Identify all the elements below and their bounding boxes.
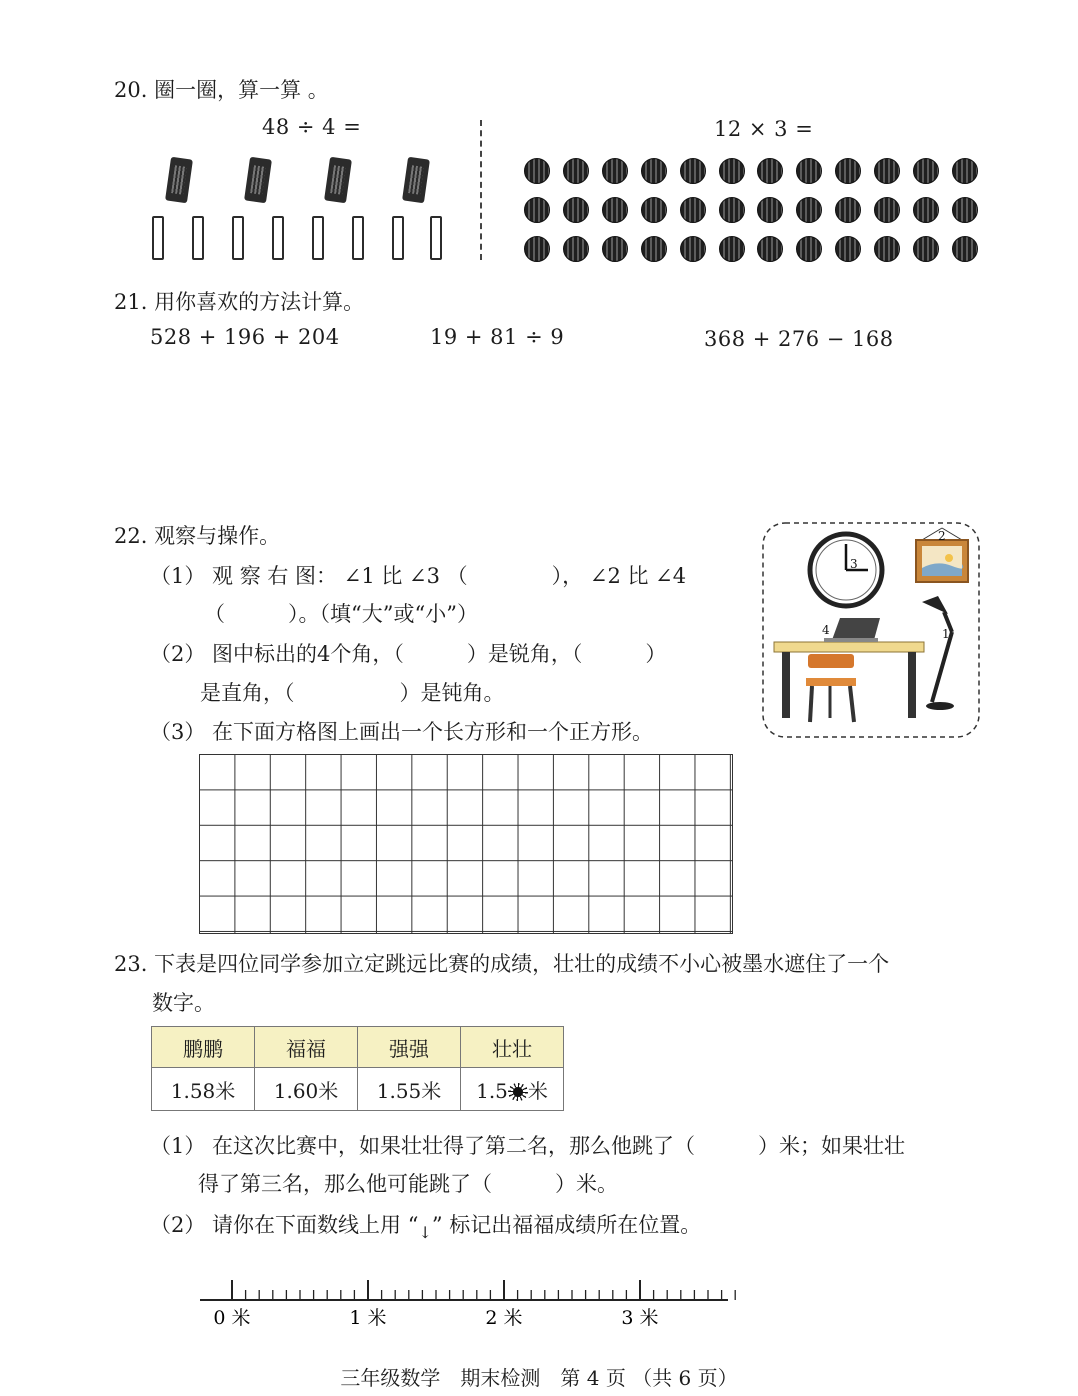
down-arrow-icon: ↓ (418, 1223, 432, 1242)
q21-expr-3: 368 + 276 − 168 (704, 327, 894, 351)
watermelon-icon (796, 158, 822, 184)
q22-part1-line2: （ ）。（填“大”或“小”） (204, 602, 478, 626)
table-header-cell: 福福 (255, 1027, 358, 1068)
number-line-label: 3 米 (621, 1307, 659, 1329)
watermelon-icon (913, 236, 939, 262)
q23-title-line2: 数字。 (152, 991, 215, 1015)
stick-bundle-icon (165, 157, 193, 204)
q23-part1-line2: 得了第三名，那么他可能跳了（ ）米。 (198, 1172, 618, 1196)
watermelon-icon (952, 158, 978, 184)
q20-division-expr: 48 ÷ 4 = (262, 115, 362, 139)
watermelon-icon (757, 158, 783, 184)
q22-part2-line1: （2） 图中标出的4个角，（ ）是锐角，（ ） (150, 642, 667, 666)
table-cell-hidden-score (461, 1068, 564, 1111)
watermelon-icon (835, 197, 861, 223)
table-header-cell: 强强 (358, 1027, 461, 1068)
table-cell: 1.60米 (255, 1068, 358, 1111)
watermelon-icon (952, 197, 978, 223)
watermelon-icon (757, 197, 783, 223)
q21-title: 21. 用你喜欢的方法计算。 (114, 290, 365, 314)
q23-part2-after: ” 标记出福福成绩所在位置。 (431, 1213, 702, 1237)
q22-part3: （3） 在下面方格图上画出一个长方形和一个正方形。 (150, 720, 654, 744)
watermelon-icon (719, 197, 745, 223)
stick-icon (192, 216, 204, 260)
angle-label-3: 3 (850, 557, 858, 571)
number-line-label: 0 米 (213, 1307, 251, 1329)
watermelon-icon (602, 197, 628, 223)
table-row (152, 1068, 564, 1111)
q20-title: 20. 圈一圈，算一算 。 (114, 78, 329, 102)
q22-title: 22. 观察与操作。 (114, 524, 281, 548)
watermelon-icon (835, 236, 861, 262)
angle-label-1: 1 (942, 627, 950, 641)
watermelon-icon (641, 158, 667, 184)
table-header-cell: 鹏鹏 (152, 1027, 255, 1068)
stick-bundle-icon (402, 157, 430, 204)
hidden-score-prefix: 1.5 (476, 1078, 508, 1103)
q23-title-line1: 23. 下表是四位同学参加立定跳远比赛的成绩，壮壮的成绩不小心被墨水遮住了一个 (114, 952, 890, 976)
stick-bundle-icon (244, 157, 272, 204)
watermelon-icon (680, 158, 706, 184)
watermelon-icon (641, 236, 667, 262)
q21-expr-2: 19 + 81 ÷ 9 (430, 325, 565, 349)
stick-icon (312, 216, 324, 260)
watermelon-icon (641, 197, 667, 223)
watermelon-icon (602, 236, 628, 262)
watermelon-icon (874, 236, 900, 262)
watermelon-icon (602, 158, 628, 184)
watermelon-icon (719, 158, 745, 184)
watermelon-icon (524, 158, 550, 184)
watermelon-icon (680, 236, 706, 262)
watermelon-icon (913, 197, 939, 223)
watermelon-icon (563, 236, 589, 262)
table-header-cell: 壮壮 (461, 1027, 564, 1068)
table-cell: 1.58米 (152, 1068, 255, 1111)
stick-icon (232, 216, 244, 260)
watermelon-icon (757, 236, 783, 262)
ink-blot-icon (508, 1083, 528, 1101)
watermelon-icon (719, 236, 745, 262)
q21-expr-1: 528 + 196 + 204 (150, 325, 340, 349)
watermelon-icon (874, 197, 900, 223)
q23-part2-before: （2） 请你在下面数线上用 “ (150, 1213, 419, 1237)
watermelon-icon (524, 197, 550, 223)
q22-part1-line1: （1） 观 察 右 图： ∠1 比 ∠3 （ ）， ∠2 比 ∠4 (150, 564, 687, 588)
angle-label-2: 2 (938, 529, 946, 543)
stick-icon (392, 216, 404, 260)
watermelon-icon (680, 197, 706, 223)
angles-figure (762, 522, 980, 738)
watermelon-icon (524, 236, 550, 262)
stick-icon (152, 216, 164, 260)
q23-part2 (150, 1209, 701, 1242)
q20-multiplication-expr: 12 × 3 = (714, 117, 814, 141)
score-table (151, 1026, 564, 1111)
number-line[interactable] (198, 1272, 738, 1332)
watermelon-icon (874, 158, 900, 184)
watermelon-icon (913, 158, 939, 184)
clock-icon (810, 534, 882, 606)
table-header-row (152, 1027, 564, 1068)
watermelon-icon (563, 158, 589, 184)
watermelon-icon (835, 158, 861, 184)
page-footer: 三年级数学 期末检测 第 4 页 （共 6 页） (340, 1366, 738, 1390)
q23-part1-line1: （1） 在这次比赛中，如果壮壮得了第二名，那么他跳了（ ）米；如果壮壮 (150, 1134, 906, 1158)
watermelon-icon (563, 197, 589, 223)
stick-icon (352, 216, 364, 260)
q22-part2-line2: 是直角，（ ）是钝角。 (200, 681, 505, 705)
number-line-label: 2 米 (485, 1307, 523, 1329)
angle-label-4: 4 (822, 623, 830, 637)
table-cell: 1.55米 (358, 1068, 461, 1111)
watermelon-icon (796, 236, 822, 262)
number-line-label: 1 米 (349, 1307, 387, 1329)
q20-divider (480, 120, 482, 260)
hidden-score-unit: 米 (527, 1078, 548, 1103)
stick-bundle-icon (324, 157, 352, 204)
stick-icon (430, 216, 442, 260)
watermelon-icon (796, 197, 822, 223)
watermelon-icon (952, 236, 978, 262)
stick-icon (272, 216, 284, 260)
drawing-grid[interactable] (199, 754, 733, 934)
